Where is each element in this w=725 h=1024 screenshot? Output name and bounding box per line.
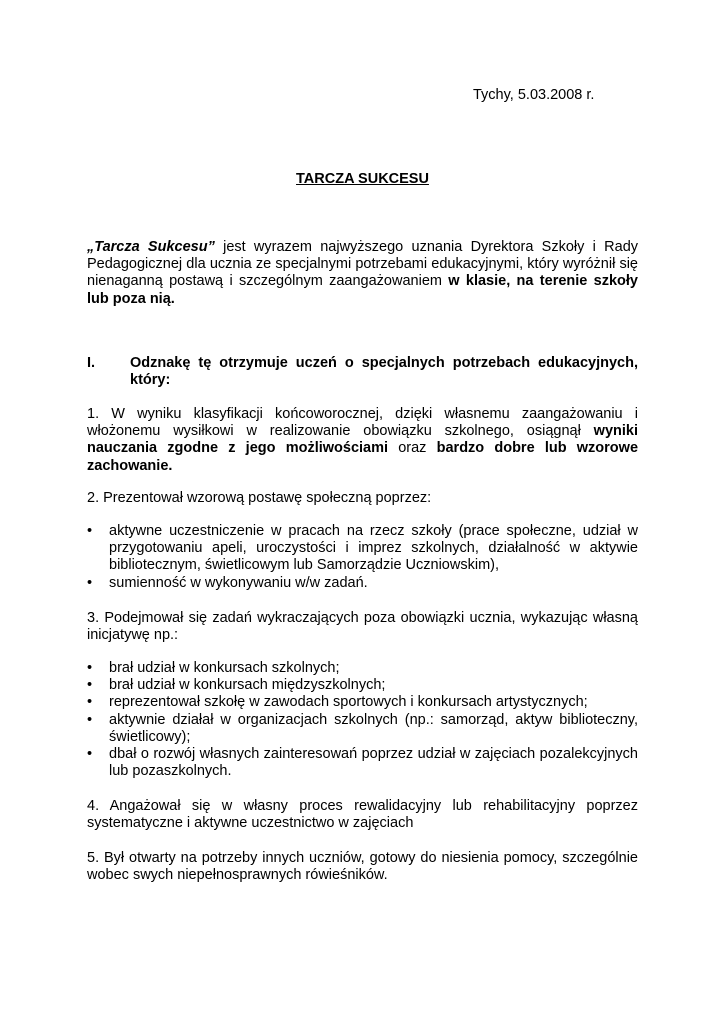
point-1-bold-b: bardzo dobre lub wzorowe zachowanie. [87,440,639,474]
list-item-text: dbał o rozwój własnych zainteresowań poprzez udział w zajęciach pozalekcyjnych lub pozaszkolnych. [109,746,638,780]
point-1-text-b: oraz [388,440,437,457]
point-1-bold-a: wyniki nauczania zgodne z jego możliwościami [87,423,638,457]
document-title: TARCZA SUKCESU [296,171,429,187]
point-3-paragraph: 3. Podejmował się zadań wykraczających poza obowiązki ucznia, wykazując własną inicjatywę np.: [87,610,638,644]
bullet-icon: • [87,677,93,694]
list-item [87,575,638,592]
bullet-icon: • [87,660,93,676]
intro-text: jest wyrazem najwyższego uznania Dyrektora Szkoły i Rady Pedagogicznej dla ucznia ze specjalnymi potrzebami edukacyjnymi, który wyróżnił się nienaganną postawą i szczególnym zaangażowaniem [87,239,639,290]
intro-paragraph [87,239,638,308]
point-5-paragraph: 5. Był otwarty na potrzeby innych uczniów, gotowy do niesienia pomocy, szczególnie wobec swych niepełnosprawnych rówieśników. [87,850,638,884]
point-4-paragraph: 4. Angażował się w własny proces rewalidacyjny lub rehabilitacyjny poprzez systematyczne i aktywne uczestnictwo w zajęciach [87,798,638,832]
list-item [87,712,638,746]
list-item-text: reprezentował szkołę w zawodach sportowych i konkursach artystycznych; [109,694,588,711]
point-1-text-a: 1. W wyniku klasyfikacji końcoworocznej, dzięki własnemu zaangażowaniu i włożonemu wysiłkowi w realizowanie obowiązku szkolnego, osiągnął [87,406,638,440]
section-heading [87,355,638,389]
section-heading-text: Odznakę tę otrzymuje uczeń o specjalnych potrzebach edukacyjnych, który: [130,355,638,389]
intro-award-name: „Tarcza Sukcesu” [87,239,215,255]
bullet-icon: • [87,523,93,539]
point-3-bullet-list [87,660,638,780]
point-2-paragraph: 2. Prezentował wzorową postawę społeczną poprzez: [87,490,432,506]
list-item [87,746,638,780]
bullet-icon: • [87,694,93,711]
list-item [87,677,638,694]
document-date: Tychy, 5.03.2008 r. [473,87,595,103]
list-item-text: aktywne uczestniczenie w pracach na rzecz szkoły (prace społeczne, udział w przygotowaniu apeli, uroczystości i imprez szkolnych, działalność w aktywie bibliotecznym, świetlicowym lub Samorządzie Uczniowskim), [109,523,638,574]
intro-text-bold: w klasie, na terenie szkoły lub poza nią. [87,273,638,307]
bullet-icon: • [87,711,93,728]
list-item [87,660,638,677]
point-2-bullet-list [87,523,638,592]
bullet-icon: • [87,574,93,591]
list-item [87,523,638,575]
list-item-text: brał udział w konkursach międzyszkolnych; [109,677,386,694]
list-item-text: brał udział w konkursach szkolnych; [109,660,340,676]
section-number: I. [87,355,96,371]
point-1-paragraph [87,406,638,475]
list-item [87,694,638,711]
list-item-text: aktywnie działał w organizacjach szkolnych (np.: samorząd, aktyw biblioteczny, świetlicowy); [109,711,638,745]
list-item-text: sumienność w wykonywaniu w/w zadań. [109,574,368,591]
bullet-icon: • [87,746,93,763]
